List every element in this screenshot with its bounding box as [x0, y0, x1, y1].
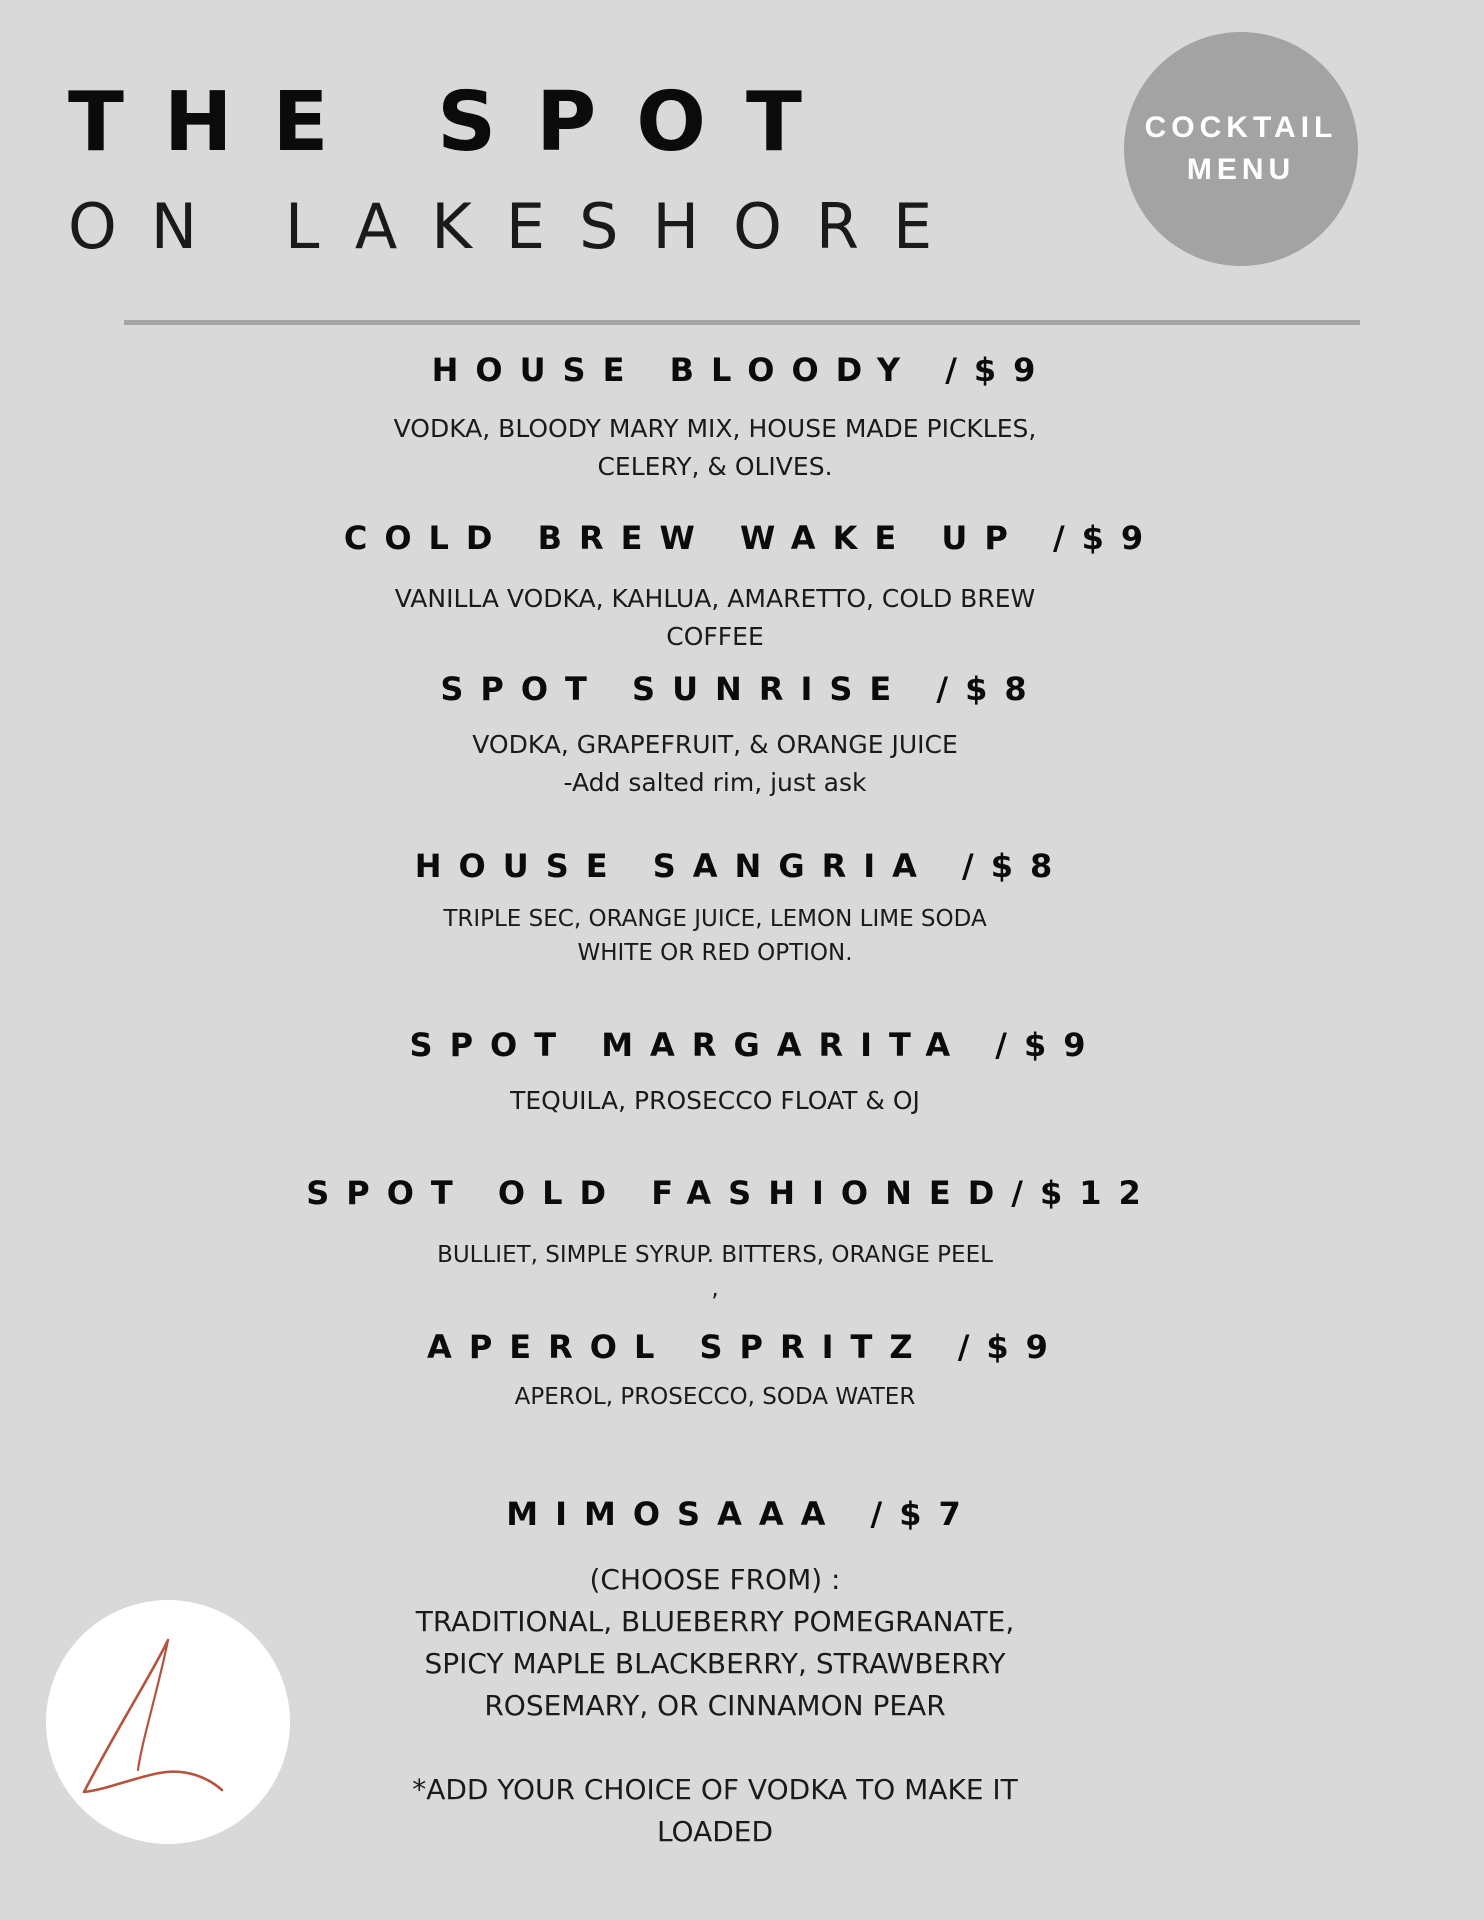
menu-item-description-line: VANILLA VODKA, KAHLUA, AMARETTO, COLD BREW: [394, 584, 1036, 613]
menu-item-description: [0, 1380, 1430, 1414]
script-l-logo: [46, 1600, 290, 1844]
header-divider: [124, 320, 1360, 325]
menu-item-description-line: ROSEMARY, OR CINNAMON PEAR: [484, 1689, 946, 1722]
page-subtitle: ON LAKESHORE: [68, 190, 967, 263]
menu-item-description-line: APEROL, PROSECCO, SODA WATER: [514, 1384, 916, 1410]
page-title: THE SPOT: [68, 75, 842, 170]
menu-item-description-line: TEQUILA, PROSECCO FLOAT & OJ: [510, 1086, 920, 1115]
menu-item-name: SPOT MARGARITA /$9: [409, 1026, 1103, 1064]
menu-item-description-line: *ADD YOUR CHOICE OF VODKA TO MAKE IT: [412, 1773, 1018, 1806]
badge-line-1: COCKTAIL: [1144, 111, 1338, 144]
menu-item-name: HOUSE BLOODY /$9: [431, 351, 1053, 389]
menu-item-description-line: -Add salted rim, just ask: [563, 768, 867, 797]
menu-item-description-line: TRIPLE SEC, ORANGE JUICE, LEMON LIME SODA: [443, 906, 987, 932]
menu-item-description: [0, 580, 1430, 656]
script-l-logo-icon: [46, 1600, 290, 1844]
menu-item-name: MIMOSAAA /$7: [506, 1495, 978, 1533]
badge-line-2: MENU: [1186, 153, 1296, 186]
menu-item-description: [0, 726, 1430, 802]
menu-item-name: APEROL SPRITZ /$9: [427, 1328, 1065, 1366]
menu-item-description: [0, 1082, 1430, 1120]
menu-item-description: [0, 410, 1430, 486]
menu-item-description-line: ,: [711, 1276, 719, 1302]
menu-item-description-line: COFFEE: [666, 622, 764, 651]
menu-item-name: COLD BREW WAKE UP /$9: [343, 519, 1161, 557]
menu-item-description: [0, 1238, 1430, 1306]
menu-item-description-line: WHITE OR RED OPTION.: [577, 940, 853, 966]
menu-item-description-line: CELERY, & OLIVES.: [597, 452, 833, 481]
menu-item-name: HOUSE SANGRIA /$8: [414, 847, 1070, 885]
menu-item-description-line: BULLIET, SIMPLE SYRUP. BITTERS, ORANGE PEEL: [437, 1242, 993, 1268]
menu-item-name: SPOT OLD FASHIONED/$12: [306, 1174, 1158, 1212]
menu-item-description-line: SPICY MAPLE BLACKBERRY, STRAWBERRY: [424, 1647, 1006, 1680]
cocktail-menu-badge: [1124, 32, 1358, 266]
menu-item-description-line: VODKA, GRAPEFRUIT, & ORANGE JUICE: [472, 730, 958, 759]
menu-item-description-line: LOADED: [656, 1815, 774, 1848]
menu-item-description-line: VODKA, BLOODY MARY MIX, HOUSE MADE PICKLES,: [393, 414, 1037, 443]
menu-item-description-line: TRADITIONAL, BLUEBERRY POMEGRANATE,: [415, 1605, 1015, 1638]
menu-item-description-line: (CHOOSE FROM) :: [589, 1563, 841, 1596]
menu-item-name: SPOT SUNRISE /$8: [440, 670, 1044, 708]
menu-item-description: [0, 902, 1430, 970]
